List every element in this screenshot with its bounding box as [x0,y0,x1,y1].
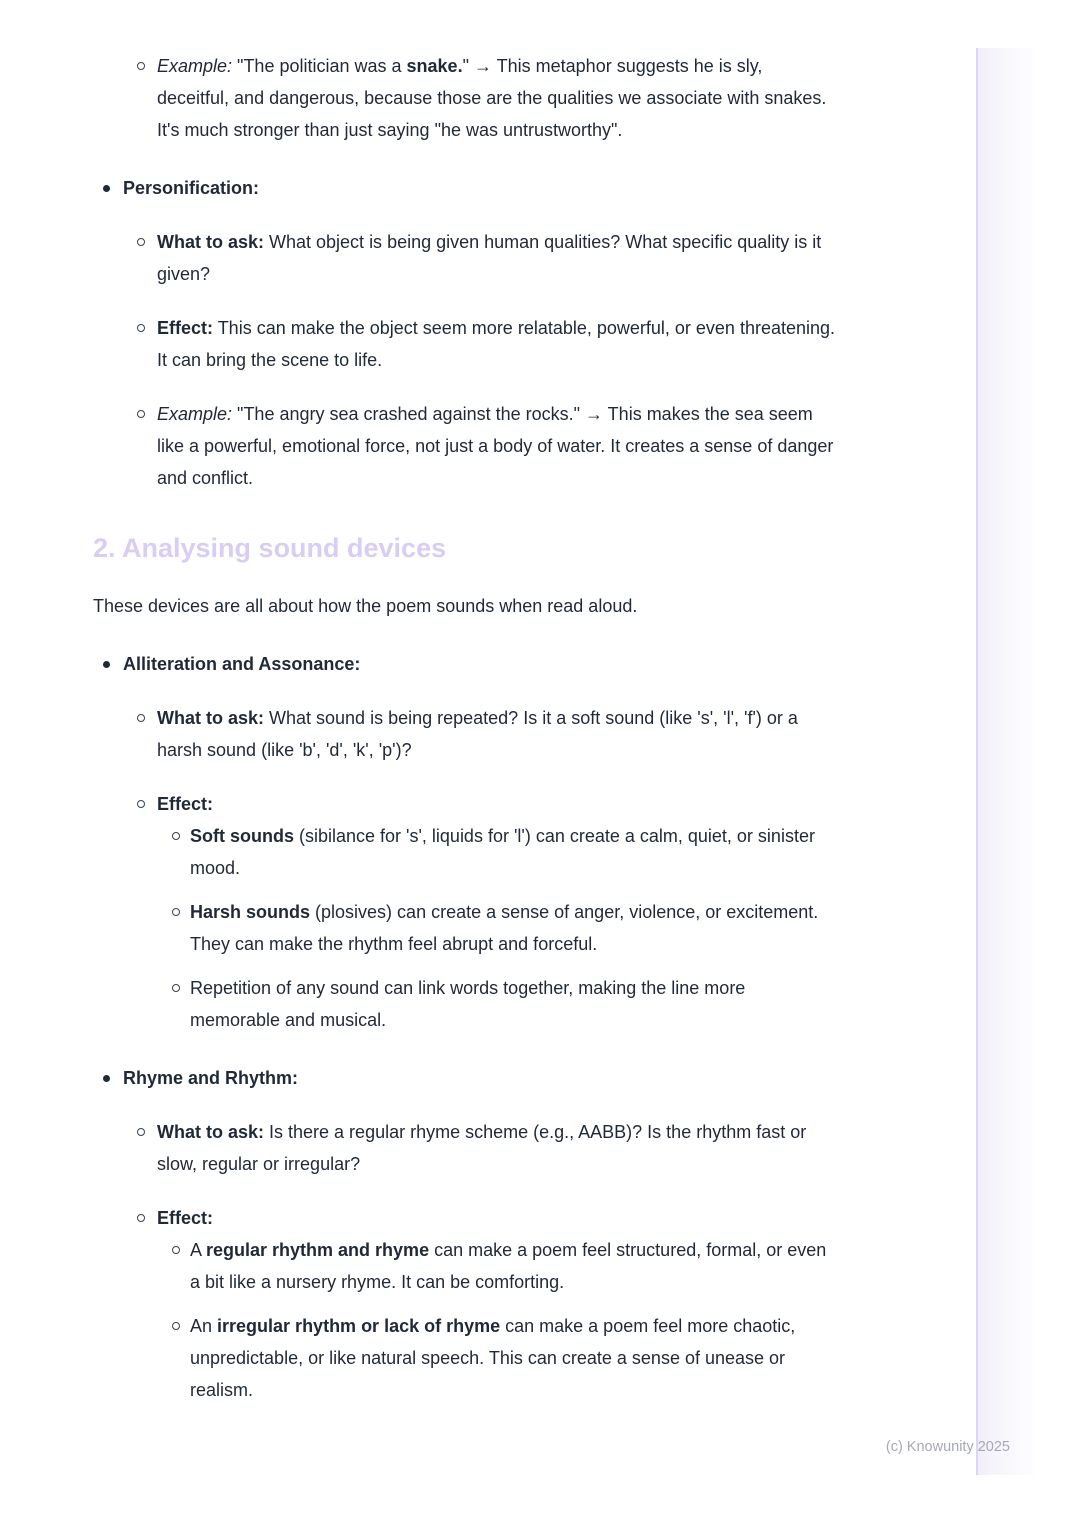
list-item [93,312,838,376]
text-segment: What to ask: [157,708,265,728]
text-segment: Harsh sounds [190,902,311,922]
text-segment: A [190,1240,207,1260]
paragraph [93,590,838,622]
list-item-text [157,794,213,814]
list-item-text [123,1068,298,1088]
text-segment: (sibilance for 's', liquids for 'l') can create a calm, quiet, or sinister mood. [190,826,815,878]
page-edge-strip [976,48,1034,1475]
text-segment: Effect: [157,794,214,814]
bullet-circle-icon [172,1246,180,1254]
copyright-text: (c) Knowunity 2025 [885,1439,1010,1455]
list-item [93,1234,838,1298]
document-content [93,50,838,1418]
text-segment: snake. [406,56,463,76]
text-segment: irregular rhythm or lack of rhyme [217,1316,501,1336]
bullet-circle-icon [172,984,180,992]
list-item [93,896,838,960]
bullet-circle-icon [137,800,145,808]
bullet-circle-icon [172,832,180,840]
bullet-circle-icon [137,62,145,70]
bullet-circle-icon [137,410,145,418]
bullet-disc-icon [103,1075,110,1082]
bullet-disc-icon [103,661,110,668]
bullet-circle-icon [137,1214,145,1222]
text-segment: This can make the object seem more relatable, powerful, or even threatening. It can bring the scene to life. [157,318,836,370]
bullet-disc-icon [103,185,110,192]
list-item-text [190,1316,795,1400]
text-segment: can make a poem feel structured, formal, or even a bit like a nursery rhyme. It can be comforting. [190,1240,827,1292]
list-item [93,172,838,204]
list-item [93,788,838,820]
list-item-text [157,318,835,370]
text-segment: Soft sounds [190,826,294,846]
bullet-circle-icon [172,908,180,916]
text-segment: Rhyme and Rhythm: [123,1068,299,1088]
section-heading: 2. Analysing sound devices [93,533,447,563]
list-item-text [157,232,821,284]
text-segment: Effect: [157,318,214,338]
list-item [93,820,838,884]
list-item-text [190,826,815,878]
list-item [93,1116,838,1180]
list-item [93,972,838,1036]
list-item [93,226,838,290]
text-segment: Is there a regular rhyme scheme (e.g., AABB)? Is the rhythm fast or slow, regular or irregular? [157,1122,807,1174]
list-item [93,1310,838,1406]
text-segment: Repetition of any sound can link words together, making the line more memorable and musical. [190,978,746,1030]
list-item-text [190,978,745,1030]
text-segment: What to ask: [157,1122,265,1142]
list-item-text [190,902,818,954]
text-segment: These devices are all about how the poem sounds when read aloud. [93,596,638,616]
bullet-circle-icon [137,238,145,246]
list-item [93,1062,838,1094]
list-item [93,648,838,680]
list-item-text [123,178,259,198]
list-item-text [157,404,833,488]
text-segment: regular rhythm and rhyme [206,1240,430,1260]
bullet-circle-icon [137,714,145,722]
text-segment: Example: [157,404,233,424]
list-item-text [157,1122,806,1174]
text-segment: An [190,1316,218,1336]
list-item [93,702,838,766]
list-item-text [157,1208,213,1228]
text-segment: Alliteration and Assonance: [123,654,361,674]
list-item [93,398,838,494]
text-segment: What sound is being repeated? Is it a soft sound (like 's', 'l', 'f') or a harsh sound (like 'b', 'd', 'k', 'p')? [157,708,798,760]
list-item-text [157,56,826,140]
list-item-text [123,654,360,674]
text-segment: What object is being given human qualities? What specific quality is it given? [157,232,822,284]
text-segment: (plosives) can create a sense of anger, violence, or excitement. They can make the rhythm feel abrupt and forceful. [190,902,819,954]
bullet-circle-icon [137,324,145,332]
text-segment: "The angry sea crashed against the rocks." → This makes the sea seem like a powerful, emotional force, not just a body of water. It creates a sense of danger and conflict. [157,404,834,488]
list-item [93,1202,838,1234]
list-item-text [157,708,798,760]
text-segment: can make a poem feel more chaotic, unpredictable, or like natural speech. This can create a sense of unease or realism. [190,1316,796,1400]
text-segment: Example: [157,56,233,76]
text-segment: Effect: [157,1208,214,1228]
text-segment: "The politician was a [232,56,407,76]
bullet-circle-icon [172,1322,180,1330]
text-segment: What to ask: [157,232,265,252]
bullet-circle-icon [137,1128,145,1136]
list-item [93,50,838,146]
text-segment: " → This metaphor suggests he is sly, deceitful, and dangerous, because those are the qualities we associate with snakes. It's much stronger than just saying "he was untrustworthy". [157,56,827,140]
text-segment: Personification: [123,178,260,198]
list-item-text [190,1240,826,1292]
